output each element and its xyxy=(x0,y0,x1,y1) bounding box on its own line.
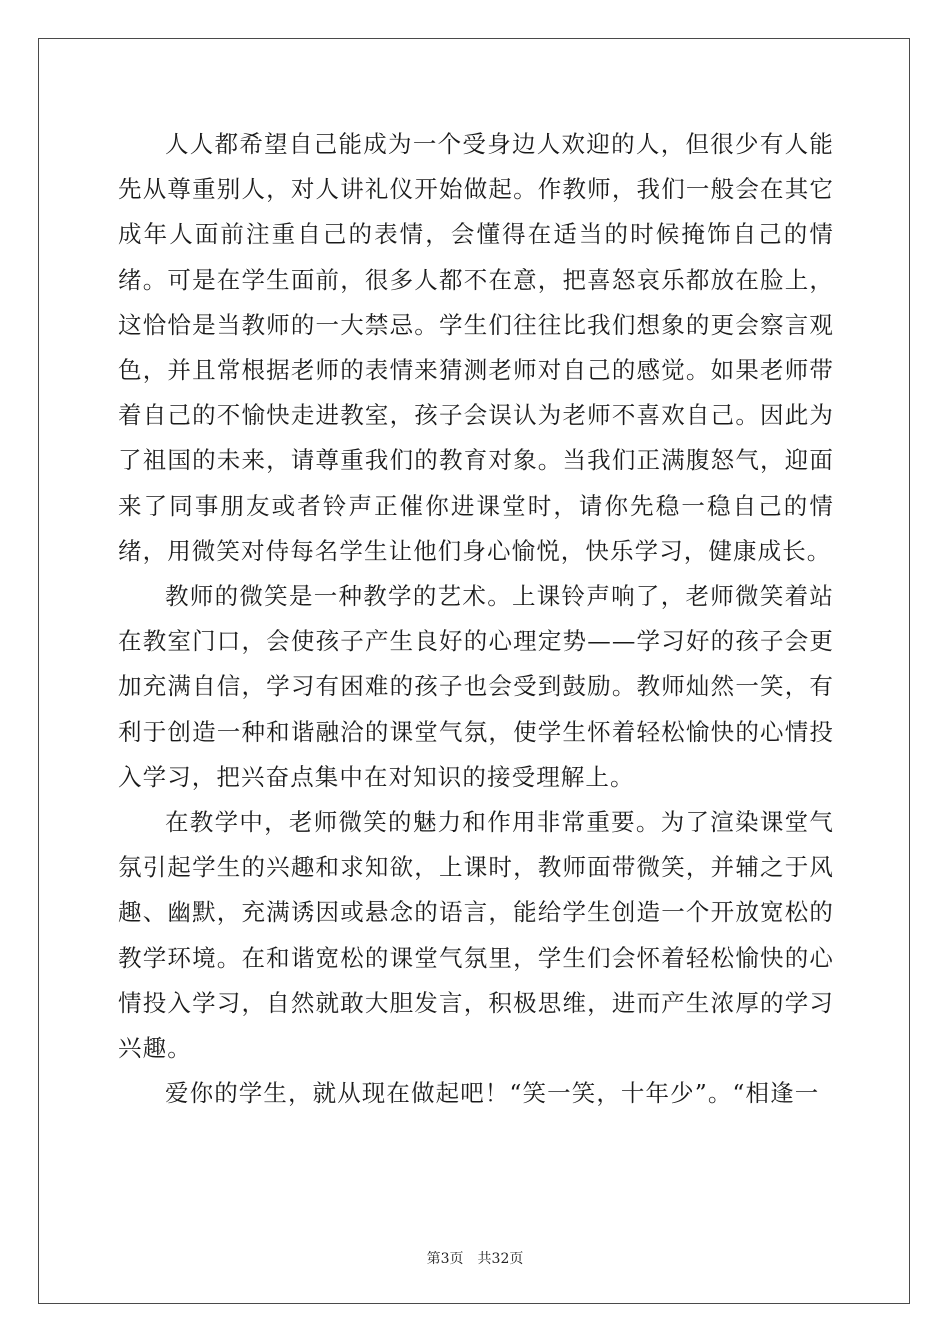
document-body xyxy=(118,122,834,1116)
paragraph: 人人都希望自己能成为一个受身边人欢迎的人，但很少有人能先从尊重别人，对人讲礼仪开始做起。作教师，我们一般会在其它成年人面前注重自己的表情，会懂得在适当的时候掩饰自己的情绪。可是在学生面前，很多人都不在意，把喜怒哀乐都放在脸上，这恰恰是当教师的一大禁忌。学生们往往比我们想象的更会察言观色，并且常根据老师的表情来猜测老师对自己的感觉。如果老师带着自己的不愉快走进教室，孩子会误认为老师不喜欢自己。因此为了祖国的未来，请尊重我们的教育对象。当我们正满腹怒气，迎面来了同事朋友或者铃声正催你进课堂时，请你先稳一稳自己的情绪，用微笑对侍每名学生让他们身心愉悦，快乐学习，健康成长。 xyxy=(118,130,834,565)
paragraph: 爱你的学生，就从现在做起吧！“笑一笑，十年少”。“相逢一 xyxy=(165,1079,820,1108)
total-pages: 共32页 xyxy=(477,1251,524,1267)
paragraph: 在教学中，老师微笑的魅力和作用非常重要。为了渲染课堂气氛引起学生的兴趣和求知欲，上课时，教师面带微笑，并辅之于风趣、幽默，充满诱因或悬念的语言，能给学生创造一个开放宽松的教学环境。在和谐宽松的课堂气氛里，学生们会怀着轻松愉快的心情投入学习，自然就敢大胆发言，积极思维，进而产生浓厚的学习兴趣。 xyxy=(118,808,834,1063)
page-number: 第3页 xyxy=(426,1251,464,1267)
paragraph: 教师的微笑是一种教学的艺术。上课铃声响了，老师微笑着站在教室门口，会使孩子产生良好的心理定势——学习好的孩子会更加充满自信，学习有困难的孩子也会受到鼓励。教师灿然一笑，有利于创造一种和谐融洽的课堂气氛，使学生怀着轻松愉快的心情投入学习，把兴奋点集中在对知识的接受理解上。 xyxy=(118,582,834,791)
page-footer xyxy=(0,1248,950,1268)
